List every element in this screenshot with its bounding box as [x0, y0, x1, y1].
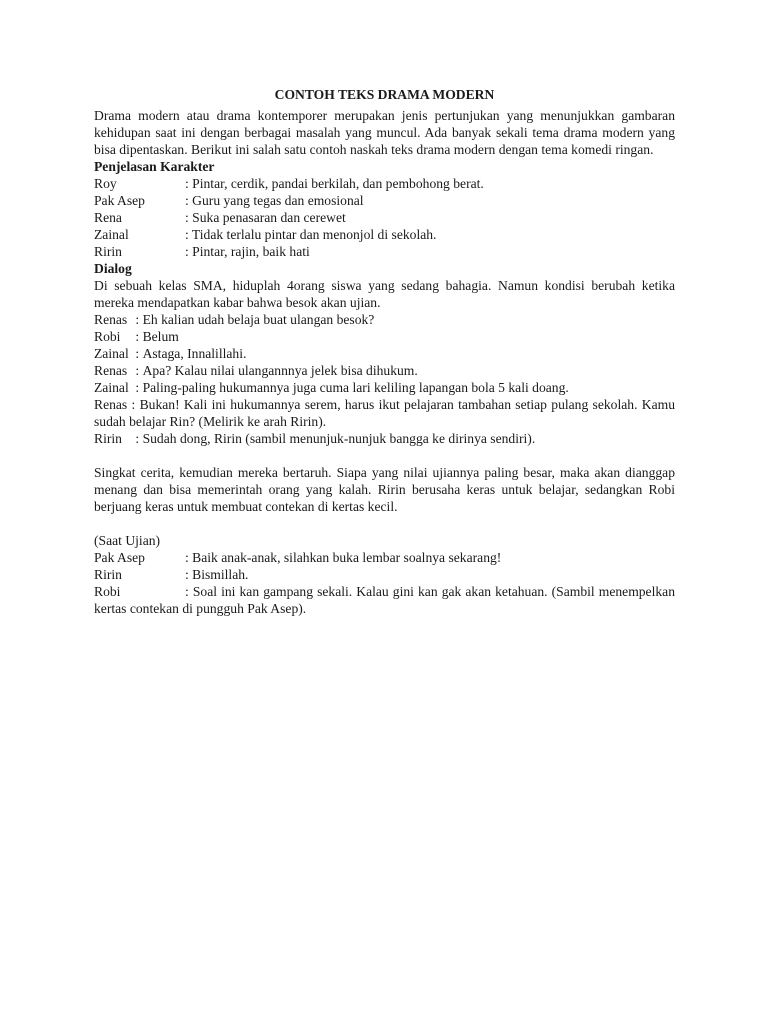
dialog-heading: Dialog — [94, 261, 132, 276]
speaker-name: Zainal — [94, 346, 129, 361]
dialog-line — [94, 311, 675, 328]
dialog-line-wrapped — [94, 396, 675, 430]
intro-paragraph: Drama modern atau drama kontemporer merupakan jenis pertunjukan yang menunjukkan gambaran kehidupan saat ini dengan berbagai masalah yang muncul. Ada banyak sekali tema drama modern yang bisa dipentaskan. Berikut ini salah satu contoh naskah teks drama modern dengan tema komedi ringan. — [94, 108, 675, 157]
speaker-name: Ririn — [94, 431, 122, 446]
narration-paragraph: Singkat cerita, kemudian mereka bertaruh. Siapa yang nilai ujiannya paling besar, maka akan dianggap menang dan bisa memerintah orang yang kalah. Ririn berusaha keras untuk belajar, sedangkan Robi berjuang keras untuk membuat contekan di kertas kecil. — [94, 465, 675, 514]
character-desc: : Pintar, rajin, baik hati — [185, 244, 310, 259]
characters-heading: Penjelasan Karakter — [94, 159, 215, 174]
exam-dialog-line — [94, 566, 675, 583]
speaker-separator: : — [132, 312, 143, 327]
dialog-text: Bukan! Kali ini hukumannya serem, harus ikut pelajaran tambahan setiap pulang sekolah. Kamu sudah belajar Rin? (Melirik ke arah Ririn). — [94, 397, 675, 429]
speaker-name: Robi — [94, 584, 121, 599]
dialog-line — [94, 362, 675, 379]
character-desc: : Guru yang tegas dan emosional — [185, 193, 364, 208]
character-name: Ririn — [94, 244, 122, 259]
scene-direction: (Saat Ujian) — [94, 533, 161, 548]
character-desc: : Suka penasaran dan cerewet — [185, 210, 346, 225]
speaker-name: Renas — [94, 312, 128, 327]
speaker-name: Renas — [94, 397, 128, 412]
speaker-name: Zainal — [94, 380, 129, 395]
dialog-text: Belum — [142, 329, 179, 344]
page-title: CONTOH TEKS DRAMA MODERN — [274, 87, 495, 102]
character-row — [94, 175, 675, 192]
speaker-name: Ririn — [94, 567, 122, 582]
dialog-text: : Soal ini kan gampang sekali. Kalau gini kan gak akan ketahuan. (Sambil menempelkan kertas contekan di pungguh Pak Asep). — [94, 584, 675, 616]
speaker-separator: : — [132, 329, 143, 344]
dialog-line — [94, 379, 675, 396]
character-name: Pak Asep — [94, 193, 145, 208]
speaker-separator: : — [132, 346, 143, 361]
speaker-separator: : — [127, 397, 140, 412]
dialog-setting: Di sebuah kelas SMA, hiduplah 4orang siswa yang sedang bahagia. Namun kondisi berubah ketika mereka mendapatkan kabar bahwa besok akan ujian. — [94, 278, 675, 310]
dialog-text: Eh kalian udah belaja buat ulangan besok? — [142, 312, 375, 327]
dialog-line — [94, 328, 675, 345]
dialog-text: Astaga, Innalillahi. — [142, 346, 247, 361]
character-desc: : Pintar, cerdik, pandai berkilah, dan pembohong berat. — [185, 176, 484, 191]
dialog-line — [94, 345, 675, 362]
character-name: Roy — [94, 176, 117, 191]
speaker-separator: : — [132, 431, 143, 446]
document-body — [94, 86, 675, 617]
speaker-separator: : — [132, 363, 143, 378]
character-row — [94, 192, 675, 209]
speaker-name: Pak Asep — [94, 550, 145, 565]
dialog-text: : Bismillah. — [185, 567, 249, 582]
character-row — [94, 209, 675, 226]
character-name: Rena — [94, 210, 122, 225]
character-row — [94, 243, 675, 260]
character-desc: : Tidak terlalu pintar dan menonjol di sekolah. — [185, 227, 437, 242]
dialog-text: Paling-paling hukumannya juga cuma lari keliling lapangan bola 5 kali doang. — [142, 380, 569, 395]
exam-dialog-line — [94, 549, 675, 566]
character-row — [94, 226, 675, 243]
dialog-text: Sudah dong, Ririn (sambil menunjuk-nunjuk bangga ke dirinya sendiri). — [142, 431, 536, 446]
speaker-separator: : — [132, 380, 143, 395]
dialog-line — [94, 430, 675, 447]
character-name: Zainal — [94, 227, 129, 242]
dialog-text: : Baik anak-anak, silahkan buka lembar soalnya sekarang! — [185, 550, 502, 565]
dialog-text: Apa? Kalau nilai ulangannnya jelek bisa dihukum. — [142, 363, 418, 378]
speaker-name: Robi — [94, 329, 121, 344]
exam-dialog-line-wrapped — [94, 583, 675, 617]
speaker-name: Renas — [94, 363, 128, 378]
